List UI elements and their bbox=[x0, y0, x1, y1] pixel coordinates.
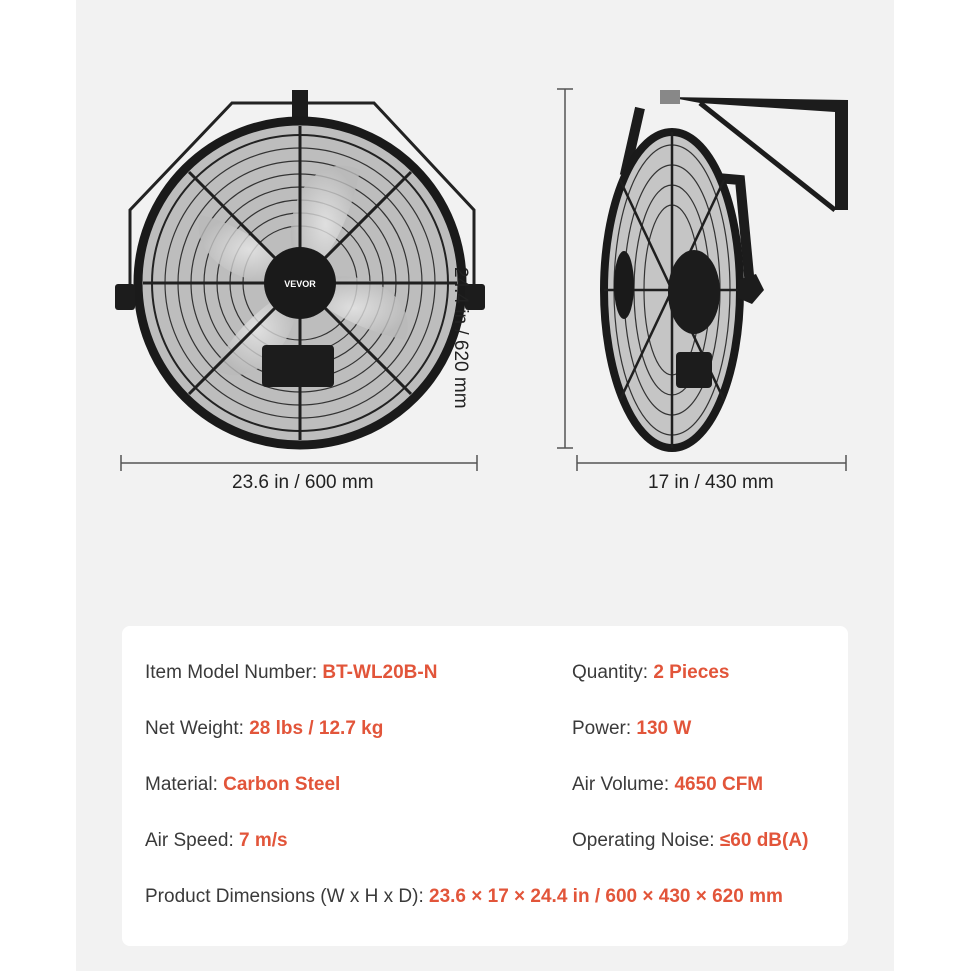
spec-label: Quantity: bbox=[572, 662, 654, 683]
spec-label: Net Weight: bbox=[145, 718, 250, 739]
side-view-fan bbox=[604, 90, 848, 448]
spec-label: Product Dimensions (W x H x D): bbox=[145, 886, 429, 907]
height-dimension-line bbox=[557, 89, 573, 448]
spec-air-volume bbox=[572, 774, 763, 796]
spec-power bbox=[572, 718, 691, 740]
spec-value: 28 lbs / 12.7 kg bbox=[249, 718, 384, 739]
spec-air-speed bbox=[145, 830, 288, 852]
spec-label: Air Volume: bbox=[572, 774, 675, 795]
spec-value: 23.6 × 17 × 24.4 in / 600 × 430 × 620 mm bbox=[429, 886, 783, 907]
spec-label: Power: bbox=[572, 718, 637, 739]
spec-quantity bbox=[572, 662, 729, 684]
spec-label: Material: bbox=[145, 774, 224, 795]
front-view-fan bbox=[115, 90, 485, 445]
height-dimension-label: 24.4 in / 620 mm bbox=[450, 267, 472, 409]
spec-value: BT-WL20B-N bbox=[322, 662, 438, 683]
spec-label: Item Model Number: bbox=[145, 662, 323, 683]
spec-value: Carbon Steel bbox=[223, 774, 341, 795]
spec-label: Operating Noise: bbox=[572, 830, 720, 851]
depth-dimension-label: 17 in / 430 mm bbox=[648, 472, 774, 493]
brand-logo: VEVOR bbox=[284, 279, 316, 289]
spec-value: 7 m/s bbox=[239, 830, 288, 851]
spec-value: 4650 CFM bbox=[674, 774, 764, 795]
spec-noise bbox=[572, 830, 808, 852]
spec-label: Air Speed: bbox=[145, 830, 239, 851]
spec-product-dimensions bbox=[145, 886, 783, 908]
spec-material bbox=[145, 774, 340, 796]
width-dimension-line bbox=[121, 455, 477, 471]
spec-value: 130 W bbox=[636, 718, 692, 739]
spec-model bbox=[145, 662, 437, 684]
spec-value: ≤60 dB(A) bbox=[719, 830, 809, 851]
spec-weight bbox=[145, 718, 383, 740]
spec-value: 2 Pieces bbox=[653, 662, 730, 683]
width-dimension-label: 23.6 in / 600 mm bbox=[232, 472, 374, 493]
spec-card bbox=[122, 626, 848, 946]
depth-dimension-line bbox=[577, 455, 846, 471]
